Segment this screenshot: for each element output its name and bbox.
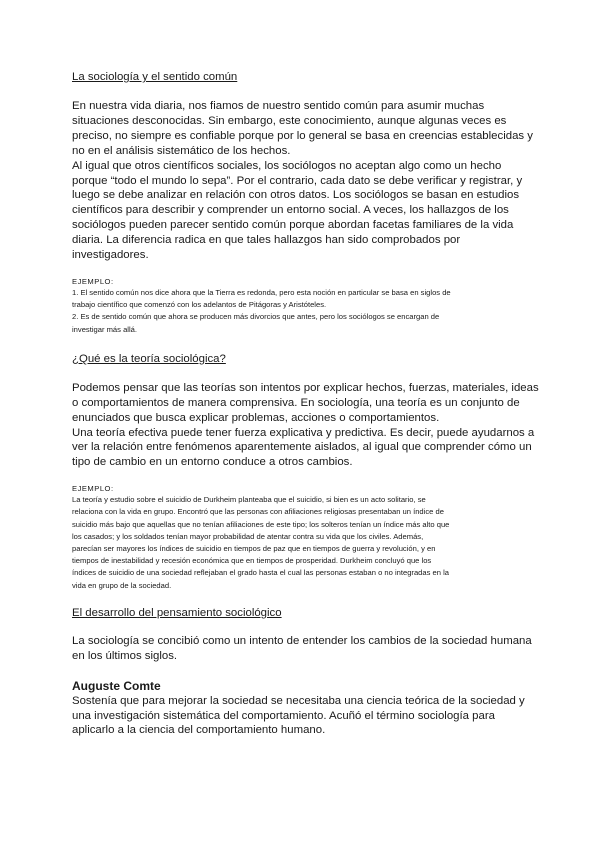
text-line: Una teoría efectiva puede tener fuerza explicativa y predictiva. Es decir, puede ayudarnos a [72,426,535,439]
text-line: o comportamientos de manera comprensiva. En sociología, una teoría es un conjunto de [72,396,520,409]
section3-paragraph-1 [72,634,540,664]
example-line: 2. Es de sentido común que ahora se producen más divorcios que antes, pero los sociólogos se encargan de [72,312,440,322]
text-line: investigadores. [72,249,149,262]
example-line: tiempos de inestabilidad y recesión económica que en tiempos de prosperidad. Durkheim concluyó que los [72,556,432,566]
text-line: Sostenía que para mejorar la sociedad se necesitaba una ciencia teórica de la sociedad y [72,694,525,707]
text-line: sociólogos pueden parecer sentido común porque abordan facetas familiares de la vida [72,219,514,232]
text-line: no en el análisis sistemático de los hechos. [72,144,291,157]
text-line: ver la relación entre fenómenos aparentemente aislados, al igual que comprender cómo un [72,441,532,454]
text-line: preciso, no siempre es confiable porque por lo general se basa en creencias establecidas y [72,129,533,142]
example-line: parecían ser mayores los índices de suicidio en tiempos de paz que en tiempos de guerra y revolución, y en [72,544,436,554]
section-heading-sociological-thought-development: El desarrollo del pensamiento sociológico [72,606,282,619]
text-line: enunciados que busca explicar problemas, acciones o comportamientos. [72,411,440,424]
section-heading-sociological-theory: ¿Qué es la teoría sociológica? [72,352,226,365]
section1-example-block [72,277,540,336]
subsection-heading-auguste-comte: Auguste Comte [72,678,161,693]
example-line: 1. El sentido común nos dice ahora que la Tierra es redonda, pero esta noción en particular se basa en siglos de [72,287,451,297]
text-line: Podemos pensar que las teorías son intentos por explicar hechos, fuerzas, materiales, ideas [72,381,539,394]
section1-paragraph-2 [72,159,540,263]
text-line: diaria. La diferencia radica en que tales hallazgos han sido comprobados por [72,234,461,247]
text-line: en los últimos siglos. [72,649,178,662]
example-line: los casados; y los soldados tenían mayor probabilidad de atentar contra su vida que los civiles. Además, [72,531,424,541]
text-line: En nuestra vida diaria, nos fiamos de nuestro sentido común para asumir muchas [72,100,485,112]
section2-paragraph-2 [72,426,540,471]
comte-paragraph [72,694,540,739]
text-line: aplicarlo a la ciencia del comportamiento humano. [72,724,326,737]
section-heading-sociology-common-sense: La sociología y el sentido común [72,71,238,83]
example-line: suicidio más bajo que aquellas que no tenían afiliaciones de este tipo; los solteros tenían un índice más alto que [72,519,450,529]
text-line: Al igual que otros científicos sociales, los sociólogos no aceptan algo como un hecho [72,159,502,172]
example-line: vida en grupo de la sociedad. [72,580,172,590]
example-line: relaciona con la vida en grupo. Encontró que las personas con afiliaciones religiosas presentaban un índice de [72,507,444,517]
text-line: luego se debe analizar en relación con otros datos. Los sociólogos se basan en estudios [72,189,520,202]
text-line: científicos para describir y comprender un entorno social. A veces, los hallazgos de los [72,204,509,217]
section1-paragraph-1 [72,99,540,159]
section2-paragraph-1 [72,381,540,426]
example-line: trabajo científico que comenzó con los adelantos de Pitágoras y Aristóteles. [72,300,327,310]
text-line: La sociología se concibió como un intento de entender los cambios de la sociedad humana [72,634,532,647]
example-label: EJEMPLO: [72,276,114,286]
text-line: tipo de cambio en un entorno conduce a otros cambios. [72,456,353,469]
example-line: investigar más allá. [72,324,137,334]
text-line: situaciones desconocidas. Sin embargo, este conocimiento, aunque algunas veces es [72,114,507,127]
text-line: una investigación sistemática del comportamiento. Acuñó el término sociología para [72,709,495,722]
text-line: porque “todo el mundo lo sepa”. Por el contrario, cada dato se debe verificar y registrar, y [72,174,523,187]
example-label: EJEMPLO: [72,484,114,494]
example-line: índices de suicidio de una sociedad reflejaban el grado hasta el cual las personas estaban o no integradas en la [72,568,449,578]
section2-example-block [72,484,540,592]
example-line: La teoría y estudio sobre el suicidio de Durkheim planteaba que el suicidio, si bien es un acto solitario, se [72,495,426,505]
